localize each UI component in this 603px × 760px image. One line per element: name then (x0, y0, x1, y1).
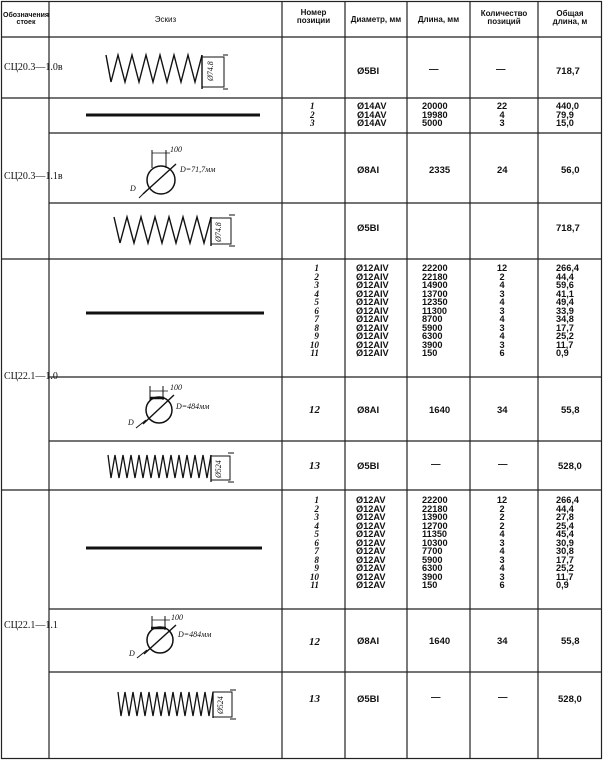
header-designation: Обозначения стоек (3, 12, 49, 26)
position-cell: 12 (309, 404, 320, 416)
sketch-offset-label: 100 (170, 383, 182, 392)
header-count: Количество позиций (480, 9, 528, 26)
ring-sketch (137, 616, 176, 658)
sketch-offset-label: 100 (171, 613, 183, 622)
diameter-cell: Ø12AIV Ø12AIV Ø12AIV Ø12AIV Ø12AIV Ø12AIV Ø12AIV Ø12AIV Ø12AIV Ø12AIV Ø12AIV (356, 263, 389, 358)
length-cell: 22200 22180 13900 12700 11350 10300 7700 5900 6300 3900 150 (422, 495, 448, 590)
row-code: СЦ22.1—1.1 (4, 620, 58, 631)
diameter-cell: Ø5BI (357, 461, 380, 472)
ring-sketch (136, 386, 174, 428)
position-cell: 12 (309, 636, 320, 648)
length-cell: — (431, 459, 441, 470)
diameter-cell: Ø5BI (357, 223, 380, 234)
count-cell: — (496, 64, 506, 75)
total-cell: 528,0 (558, 694, 582, 705)
sketch-diameter-label: Ø74.8 (214, 222, 223, 242)
count-cell: 24 (497, 165, 508, 176)
length-cell: 1640 (429, 636, 451, 647)
count-cell: — (498, 459, 508, 470)
sketch-diameter-label: Ø524 (214, 460, 223, 478)
sketch-d-label: D (128, 418, 134, 427)
sketch-diameter-label: D=484мм (178, 630, 212, 639)
diameter-cell: Ø12AV Ø12AV Ø12AV Ø12AV Ø12AV Ø12AV Ø12AV Ø12AV Ø12AV Ø12AV Ø12AV (356, 495, 386, 590)
position-cell: 13 (309, 693, 320, 705)
ring-sketch (139, 150, 176, 198)
sketch-diameter-label: D=71,7мм (180, 165, 216, 174)
sketch-offset-label: 100 (170, 145, 182, 154)
sketch-diameter-label: D=484мм (176, 402, 210, 411)
total-cell: 266,4 44,4 27,8 25,4 45,4 30,9 30,8 17,7 25,2 11,7 0,9 (556, 495, 579, 590)
count-cell: 34 (497, 636, 508, 647)
count-cell: 12 2 2 2 4 3 4 3 4 3 6 (496, 495, 508, 590)
count-cell: — (498, 692, 508, 703)
sketch-d-label: D (130, 184, 136, 193)
position-cell: 1 2 3 (310, 101, 315, 128)
diameter-cell: Ø5BI (357, 66, 380, 77)
position-cell: 1 2 3 4 5 6 7 8 9 10 11 (309, 495, 319, 590)
row-code: СЦ20.3—1.1в (4, 171, 63, 182)
header-sketch: Эскиз (154, 15, 177, 24)
length-cell: 22200 22180 14900 13700 12350 11300 8700 5900 6300 3900 150 (422, 263, 448, 358)
count-cell: 22 4 3 (496, 101, 508, 128)
total-cell: 718,7 (556, 223, 580, 234)
length-cell: — (431, 692, 441, 703)
total-cell: 266,4 44,4 59,6 41,1 49,4 33,9 34,8 17,7 25,2 11,7 0,9 (556, 263, 579, 358)
total-cell: 718,7 (556, 66, 580, 77)
length-cell: — (429, 64, 439, 75)
row-code: СЦ22.1—1.0 (4, 371, 58, 382)
total-cell: 440,0 79,9 15,0 (556, 101, 579, 128)
position-cell: 13 (309, 460, 320, 472)
diameter-cell: Ø14AV Ø14AV Ø14AV (357, 101, 387, 128)
header-total: Общая длина, м (552, 9, 588, 26)
header-diameter: Диаметр, мм (350, 15, 402, 24)
sketch-diameter-label: Ø74.8 (206, 61, 215, 81)
header-length: Длина, мм (417, 15, 460, 24)
total-cell: 55,8 (561, 636, 580, 647)
total-cell: 528,0 (558, 461, 582, 472)
header-position: Номер позиции (296, 8, 331, 25)
diameter-cell: Ø8AI (357, 636, 380, 647)
diameter-cell: Ø8AI (357, 165, 380, 176)
total-cell: 55,8 (561, 405, 580, 416)
length-cell: 20000 19980 5000 (422, 101, 448, 128)
diameter-cell: Ø8AI (357, 405, 380, 416)
row-code: СЦ20.3—1.0в (4, 62, 63, 73)
sketch-diameter-label: Ø524 (216, 696, 225, 714)
length-cell: 2335 (429, 165, 451, 176)
position-cell: 1 2 3 4 5 6 7 8 9 10 11 (309, 263, 319, 358)
length-cell: 1640 (429, 405, 451, 416)
sketch-d-label: D (129, 649, 135, 658)
count-cell: 12 2 4 3 4 3 4 3 4 3 6 (496, 263, 508, 358)
diameter-cell: Ø5BI (357, 694, 380, 705)
total-cell: 56,0 (561, 165, 580, 176)
count-cell: 34 (497, 405, 508, 416)
